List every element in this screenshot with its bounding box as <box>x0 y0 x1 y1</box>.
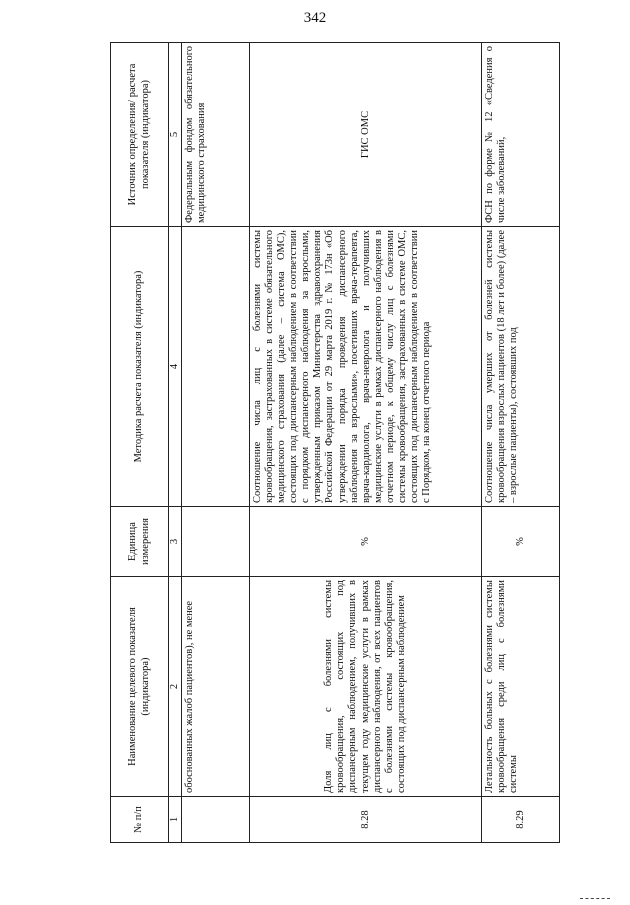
table-row <box>182 43 250 843</box>
table-row <box>482 43 560 843</box>
unit-cell: % <box>250 507 482 577</box>
row-number: 8.29 <box>482 797 560 843</box>
rotated-table-container <box>110 43 560 843</box>
colnum-2: 2 <box>169 577 182 797</box>
method-cell: Соотношение числа лиц с болезнями системы кровообращения, застрахованных в системе обязательного медицинского страхования (далее – система ОМС), состоящих под диспансерным наблюдением в соответствии с порядком диспансерного наблюдения за взрослыми, утвержденным приказом Министерства здравоохранения Российской Федерации от 29 марта 2019 г. № 173н «Об утверждении порядка проведения диспансерного наблюдения за взрослыми», посетивших врача-терапевта, врача-кардиолога, врача-невролога и получивших медицинские услуги в рамках диспансерного наблюдения в отчетном периоде, к общему числу лиц с болезнями системы кровообращения, застрахованных в системе ОМС, состоящих под диспансерным наблюдением в соответствии с Порядком, на конец отчетного периода <box>250 227 482 507</box>
source-cell: ФСН по форме № 12 «Сведения о числе заболеваний, <box>482 43 560 227</box>
page-number: 342 <box>303 10 327 26</box>
header-col4: Методика расчета показателя (индикатора) <box>111 227 169 507</box>
indicator-name: обоснованных жалоб пациентов), не менее <box>182 577 250 797</box>
colnum-5: 5 <box>169 43 182 227</box>
header-col2: Наименование целевого показателя (индикатора) <box>111 577 169 797</box>
header-row <box>111 43 169 843</box>
indicator-name: Летальность больных с болезнями системы кровообращения среди лиц с болезнями системы <box>482 577 560 797</box>
header-col5: Источник определения/ расчета показателя (индикатора) <box>111 43 169 227</box>
indicator-name: Доля лиц с болезнями системы кровообращения, состоящих под диспансерным наблюдением, получивших в текущем году медицинские услуги в рамках диспансерного наблюдения, от всех пациентов с болезнями системы кровообращения, состоящих под диспансерным наблюдением <box>250 577 482 797</box>
source-cell: ГИС ОМС <box>250 43 482 227</box>
method-cell: Соотношение числа умерших от болезней системы кровообращения взрослых пациентов (18 лет и более) (далее – взрослые пациенты), состоявших под <box>482 227 560 507</box>
table-row <box>250 43 482 843</box>
method-cell <box>182 227 250 507</box>
rotated-table-frame <box>110 43 630 833</box>
unit-cell <box>182 507 250 577</box>
header-col1: № п/п <box>111 797 169 843</box>
header-col3: Единица измерения <box>111 507 169 577</box>
colnum-3: 3 <box>169 507 182 577</box>
source-cell: Федеральным фондом обязательного медицинского страхования <box>182 43 250 227</box>
row-number <box>182 797 250 843</box>
column-numbers-row <box>169 43 182 843</box>
colnum-1: 1 <box>169 797 182 843</box>
unit-cell: % <box>482 507 560 577</box>
footer-dashed-rule <box>580 898 610 899</box>
colnum-4: 4 <box>169 227 182 507</box>
row-number: 8.28 <box>250 797 482 843</box>
indicators-table <box>110 42 560 843</box>
